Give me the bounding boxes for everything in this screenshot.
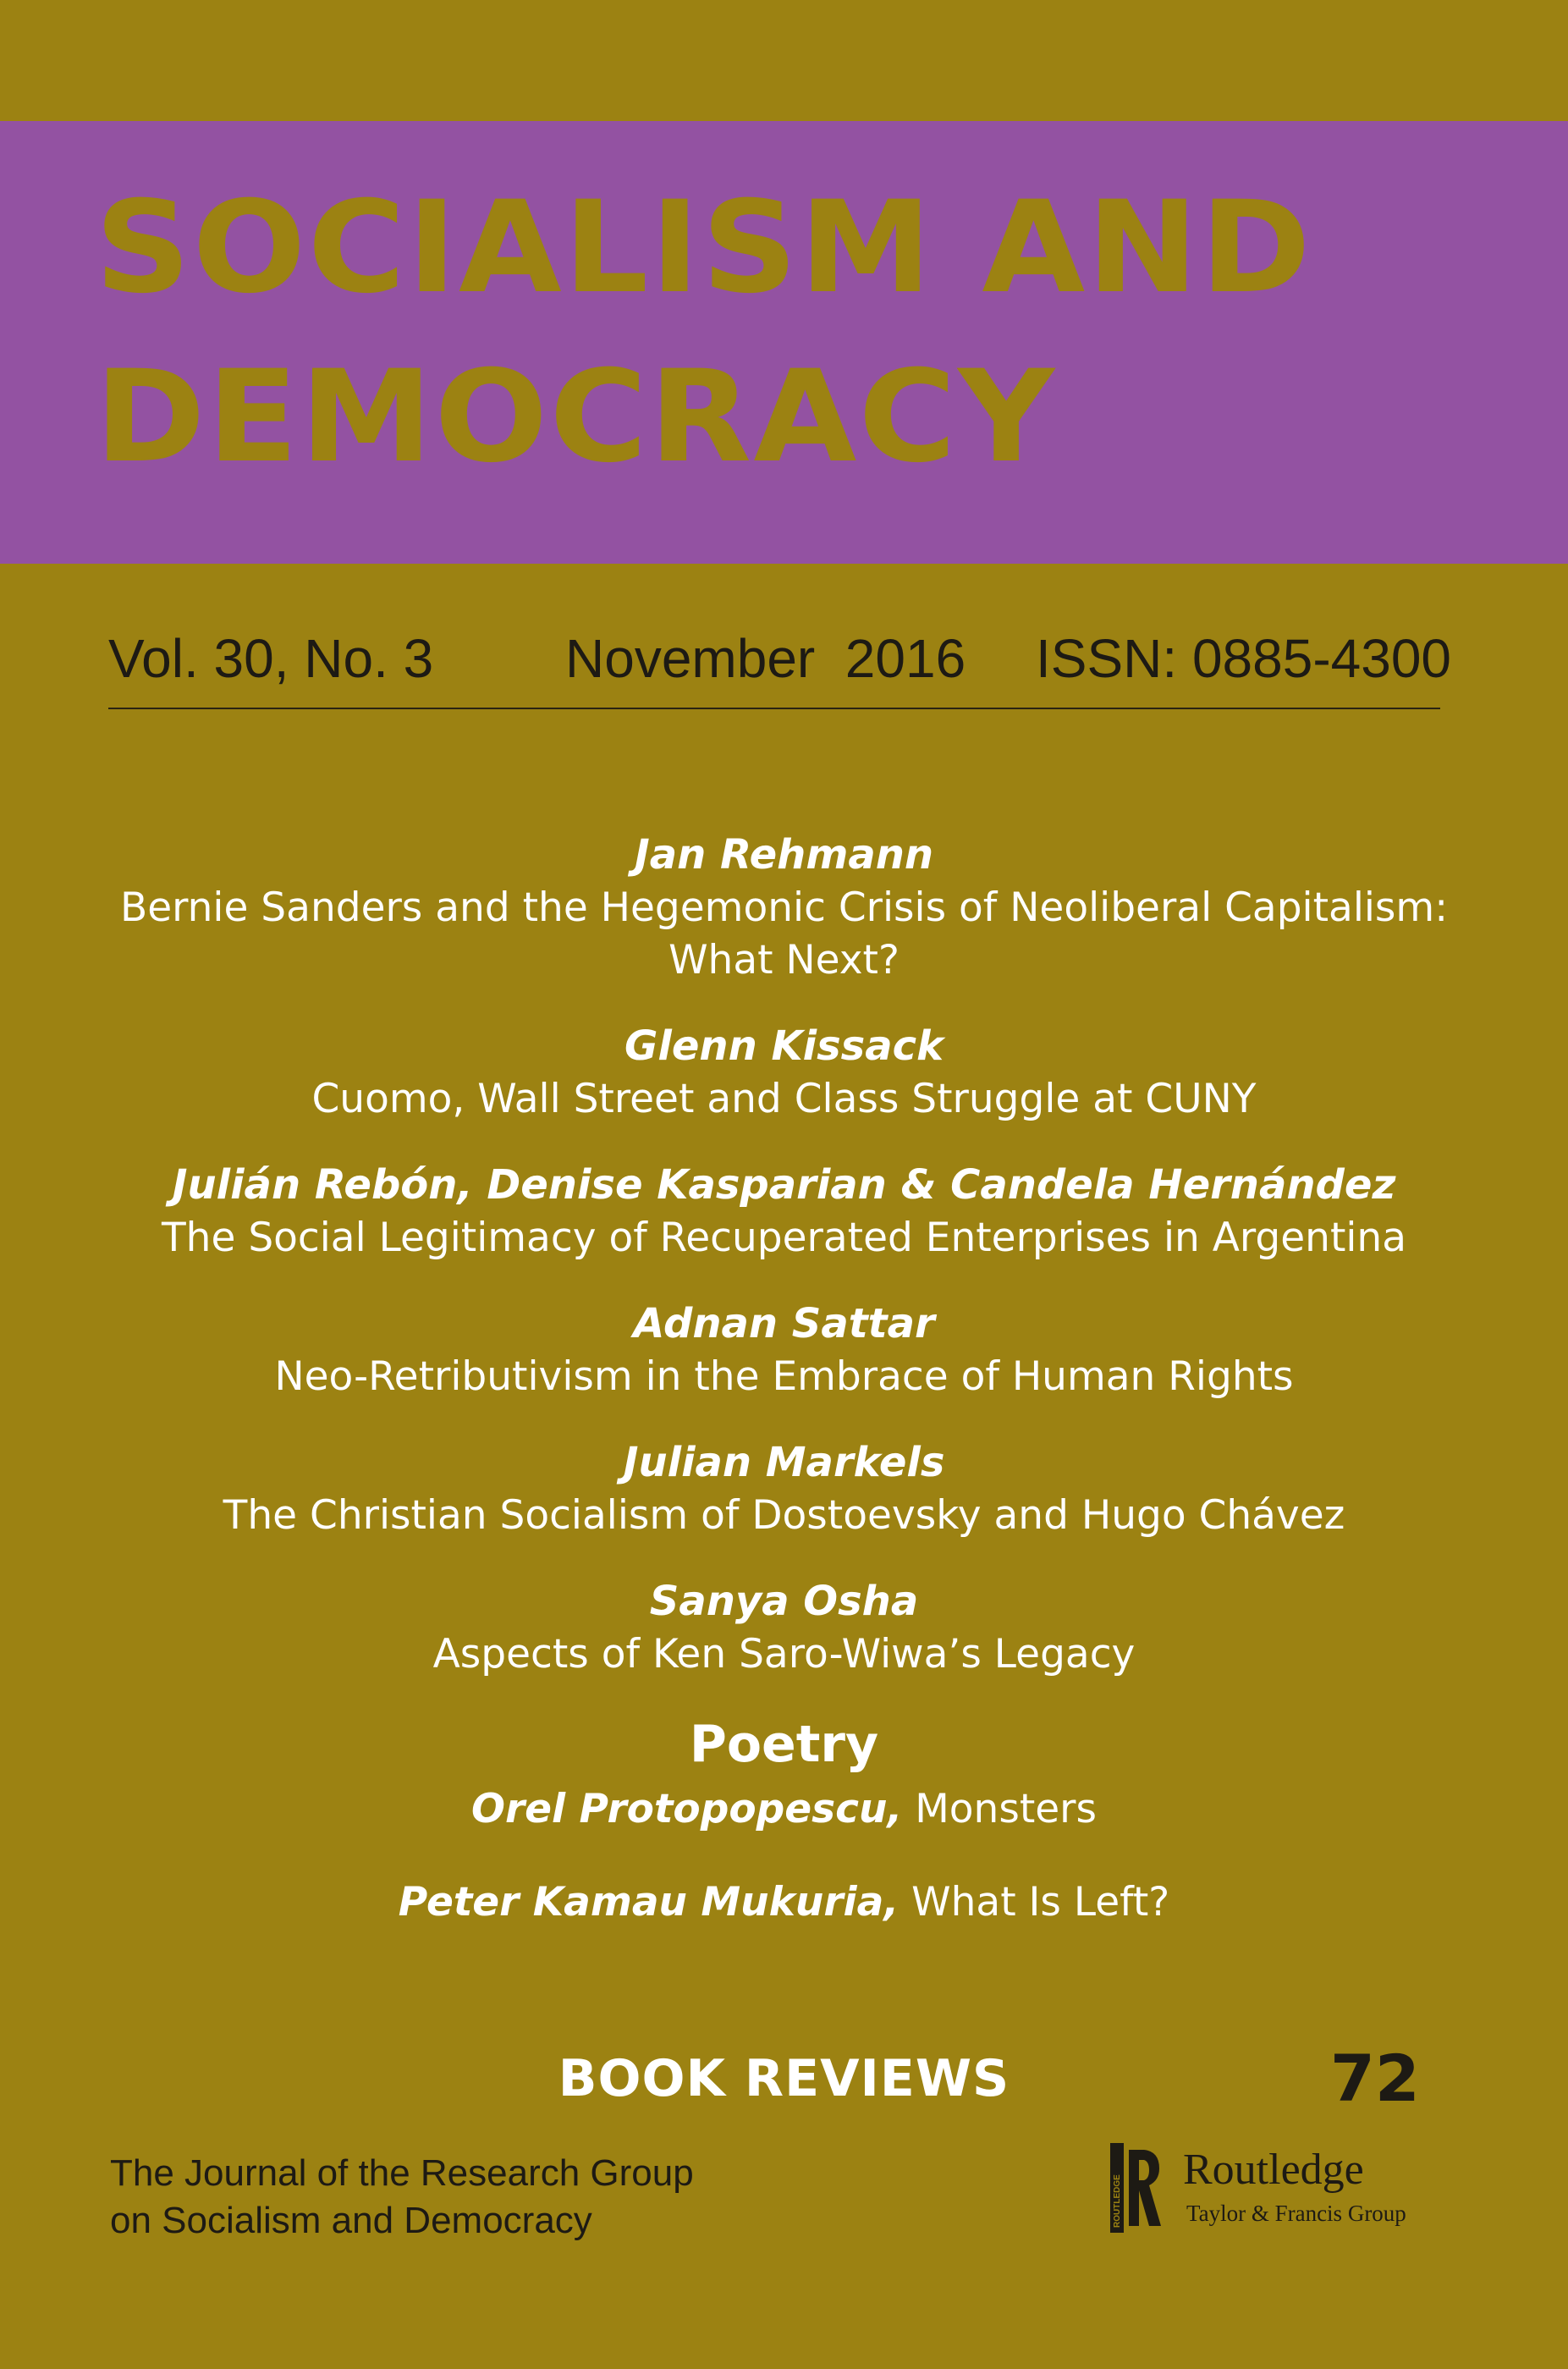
article-title-line: The Social Legitimacy of Recuperated Enterprises in Argentina xyxy=(161,1215,1407,1261)
book-reviews-heading: BOOK REVIEWS xyxy=(558,2049,1010,2108)
contents-entry xyxy=(0,1574,1568,1681)
publisher-imprint xyxy=(1110,2143,1466,2236)
article-title-line: Cuomo, Wall Street and Class Struggle at CUNY xyxy=(311,1076,1257,1122)
header-rule xyxy=(108,708,1440,709)
routledge-logo-side-text: ROUTLEDGE xyxy=(1113,2174,1122,2228)
publisher-name: Routledge xyxy=(1183,2146,1364,2194)
article-author: Julian Markels xyxy=(623,1439,945,1486)
contents-entry xyxy=(0,1435,1568,1542)
poem-title: What Is Left? xyxy=(899,1879,1170,1926)
article-author: Jan Rehmann xyxy=(634,831,934,879)
contents-entry xyxy=(0,1297,1568,1403)
contents-entry xyxy=(0,1158,1568,1264)
poem-author: Orel Protopopescu, xyxy=(471,1786,903,1832)
article-title-line: What Next? xyxy=(668,937,900,983)
article-author: Julián Rebón, Denise Kasparian & Candela Hernández xyxy=(172,1161,1396,1209)
journal-description-line: on Socialism and Democracy xyxy=(110,2200,592,2241)
poem-author: Peter Kamau Mukuria, xyxy=(398,1879,900,1926)
article-title-line: The Christian Socialism of Dostoevsky and Hugo Chávez xyxy=(223,1492,1345,1539)
journal-title-line-1: SOCIALISM AND xyxy=(95,174,1313,322)
article-author: Adnan Sattar xyxy=(633,1300,935,1347)
article-author: Sanya Osha xyxy=(649,1578,919,1625)
poetry-heading: Poetry xyxy=(689,1715,879,1774)
journal-description-line: The Journal of the Research Group xyxy=(110,2152,694,2194)
journal-title-line-2: DEMOCRACY xyxy=(95,344,1057,491)
routledge-logo-icon xyxy=(1110,2143,1164,2233)
issue-date: November 2016 xyxy=(565,628,966,689)
contents-entry xyxy=(0,1019,1568,1126)
poem-title: Monsters xyxy=(902,1786,1097,1832)
contents-entry xyxy=(0,828,1568,987)
article-title-line: Bernie Sanders and the Hegemonic Crisis of Neoliberal Capitalism: xyxy=(119,884,1449,931)
poetry-item xyxy=(0,1876,1568,1930)
journal-description xyxy=(110,2150,694,2245)
issue-number: 72 xyxy=(1330,2041,1420,2116)
article-author: Glenn Kissack xyxy=(624,1022,944,1070)
table-of-contents xyxy=(0,828,1568,1969)
article-title-line: Aspects of Ken Saro-Wiwa’s Legacy xyxy=(432,1631,1136,1678)
volume-number: Vol. 30, No. 3 xyxy=(108,628,434,689)
publisher-group: Taylor & Francis Group xyxy=(1186,2201,1406,2226)
article-title-line: Neo-Retributivism in the Embrace of Human Rights xyxy=(274,1353,1294,1400)
issn: ISSN: 0885-4300 xyxy=(1036,628,1451,689)
poetry-item xyxy=(0,1782,1568,1837)
